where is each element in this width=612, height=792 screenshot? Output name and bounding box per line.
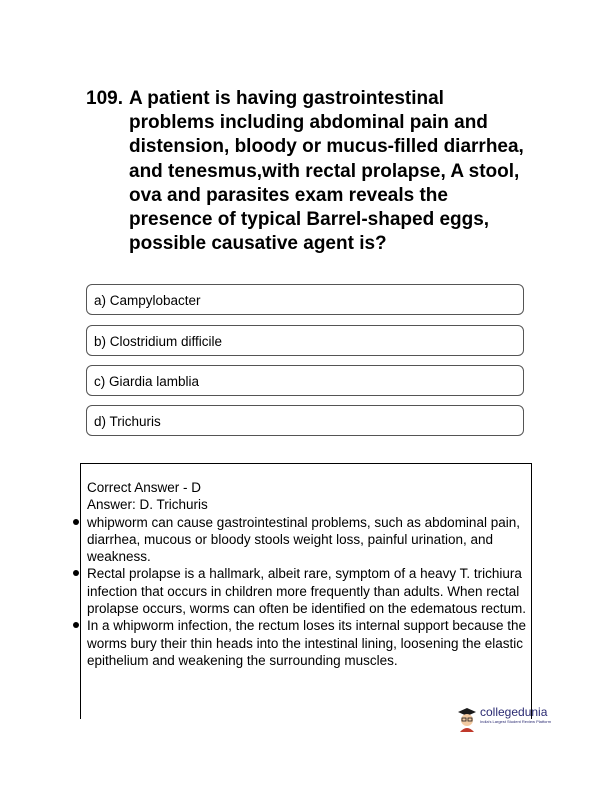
logo-tagline: India's Largest Student Review Platform xyxy=(480,719,552,724)
explanation-bullet xyxy=(87,565,527,617)
bullet-text: Rectal prolapse is a hallmark, albeit rare, symptom of a heavy T. trichiura infection that occurs in children more frequently than adults. When rectal prolapse occurs, worms can often be identified on the edematous rectum. xyxy=(87,566,526,617)
answer-line: Answer: D. Trichuris xyxy=(87,497,208,513)
mascot-icon xyxy=(456,706,478,732)
correct-answer: Correct Answer - D xyxy=(87,480,202,495)
logo-text xyxy=(480,706,551,724)
question xyxy=(86,87,526,256)
bullet-text: whipworm can cause gastrointestinal problems, such as abdominal pain, diarrhea, mucous or bloody stools weight loss, painful urination, and weakness. xyxy=(87,514,520,565)
question-text: A patient is having gastrointestinal problems including abdominal pain and distension, bloody or mucus-filled diarrhea, and tenesmus,with rectal prolapse, A stool, ova and parasites exam reveals the presence of typical Barrel-shaped eggs, possible causative agent is? xyxy=(129,88,524,255)
bullet-icon xyxy=(73,622,79,628)
option-d[interactable]: d) Trichuris xyxy=(86,405,524,436)
explanation-bullet xyxy=(87,514,527,566)
question-number: 109. xyxy=(86,88,123,109)
bullet-text: In a whipworm infection, the rectum loses its internal support because the worms bury their thin heads into the intestinal lining, loosening the elastic epithelium and weakening the surrounding muscles. xyxy=(87,618,526,668)
logo-name: collegedunia xyxy=(480,705,548,719)
collegedunia-logo xyxy=(456,706,566,738)
option-a[interactable]: a) Campylobacter xyxy=(86,284,524,315)
answer-explanation xyxy=(87,479,527,669)
explanation-bullet xyxy=(87,617,527,669)
bullet-icon xyxy=(73,519,79,525)
option-b[interactable]: b) Clostridium difficile xyxy=(86,325,524,356)
bullet-icon xyxy=(73,570,79,576)
option-c[interactable]: c) Giardia lamblia xyxy=(86,365,524,396)
